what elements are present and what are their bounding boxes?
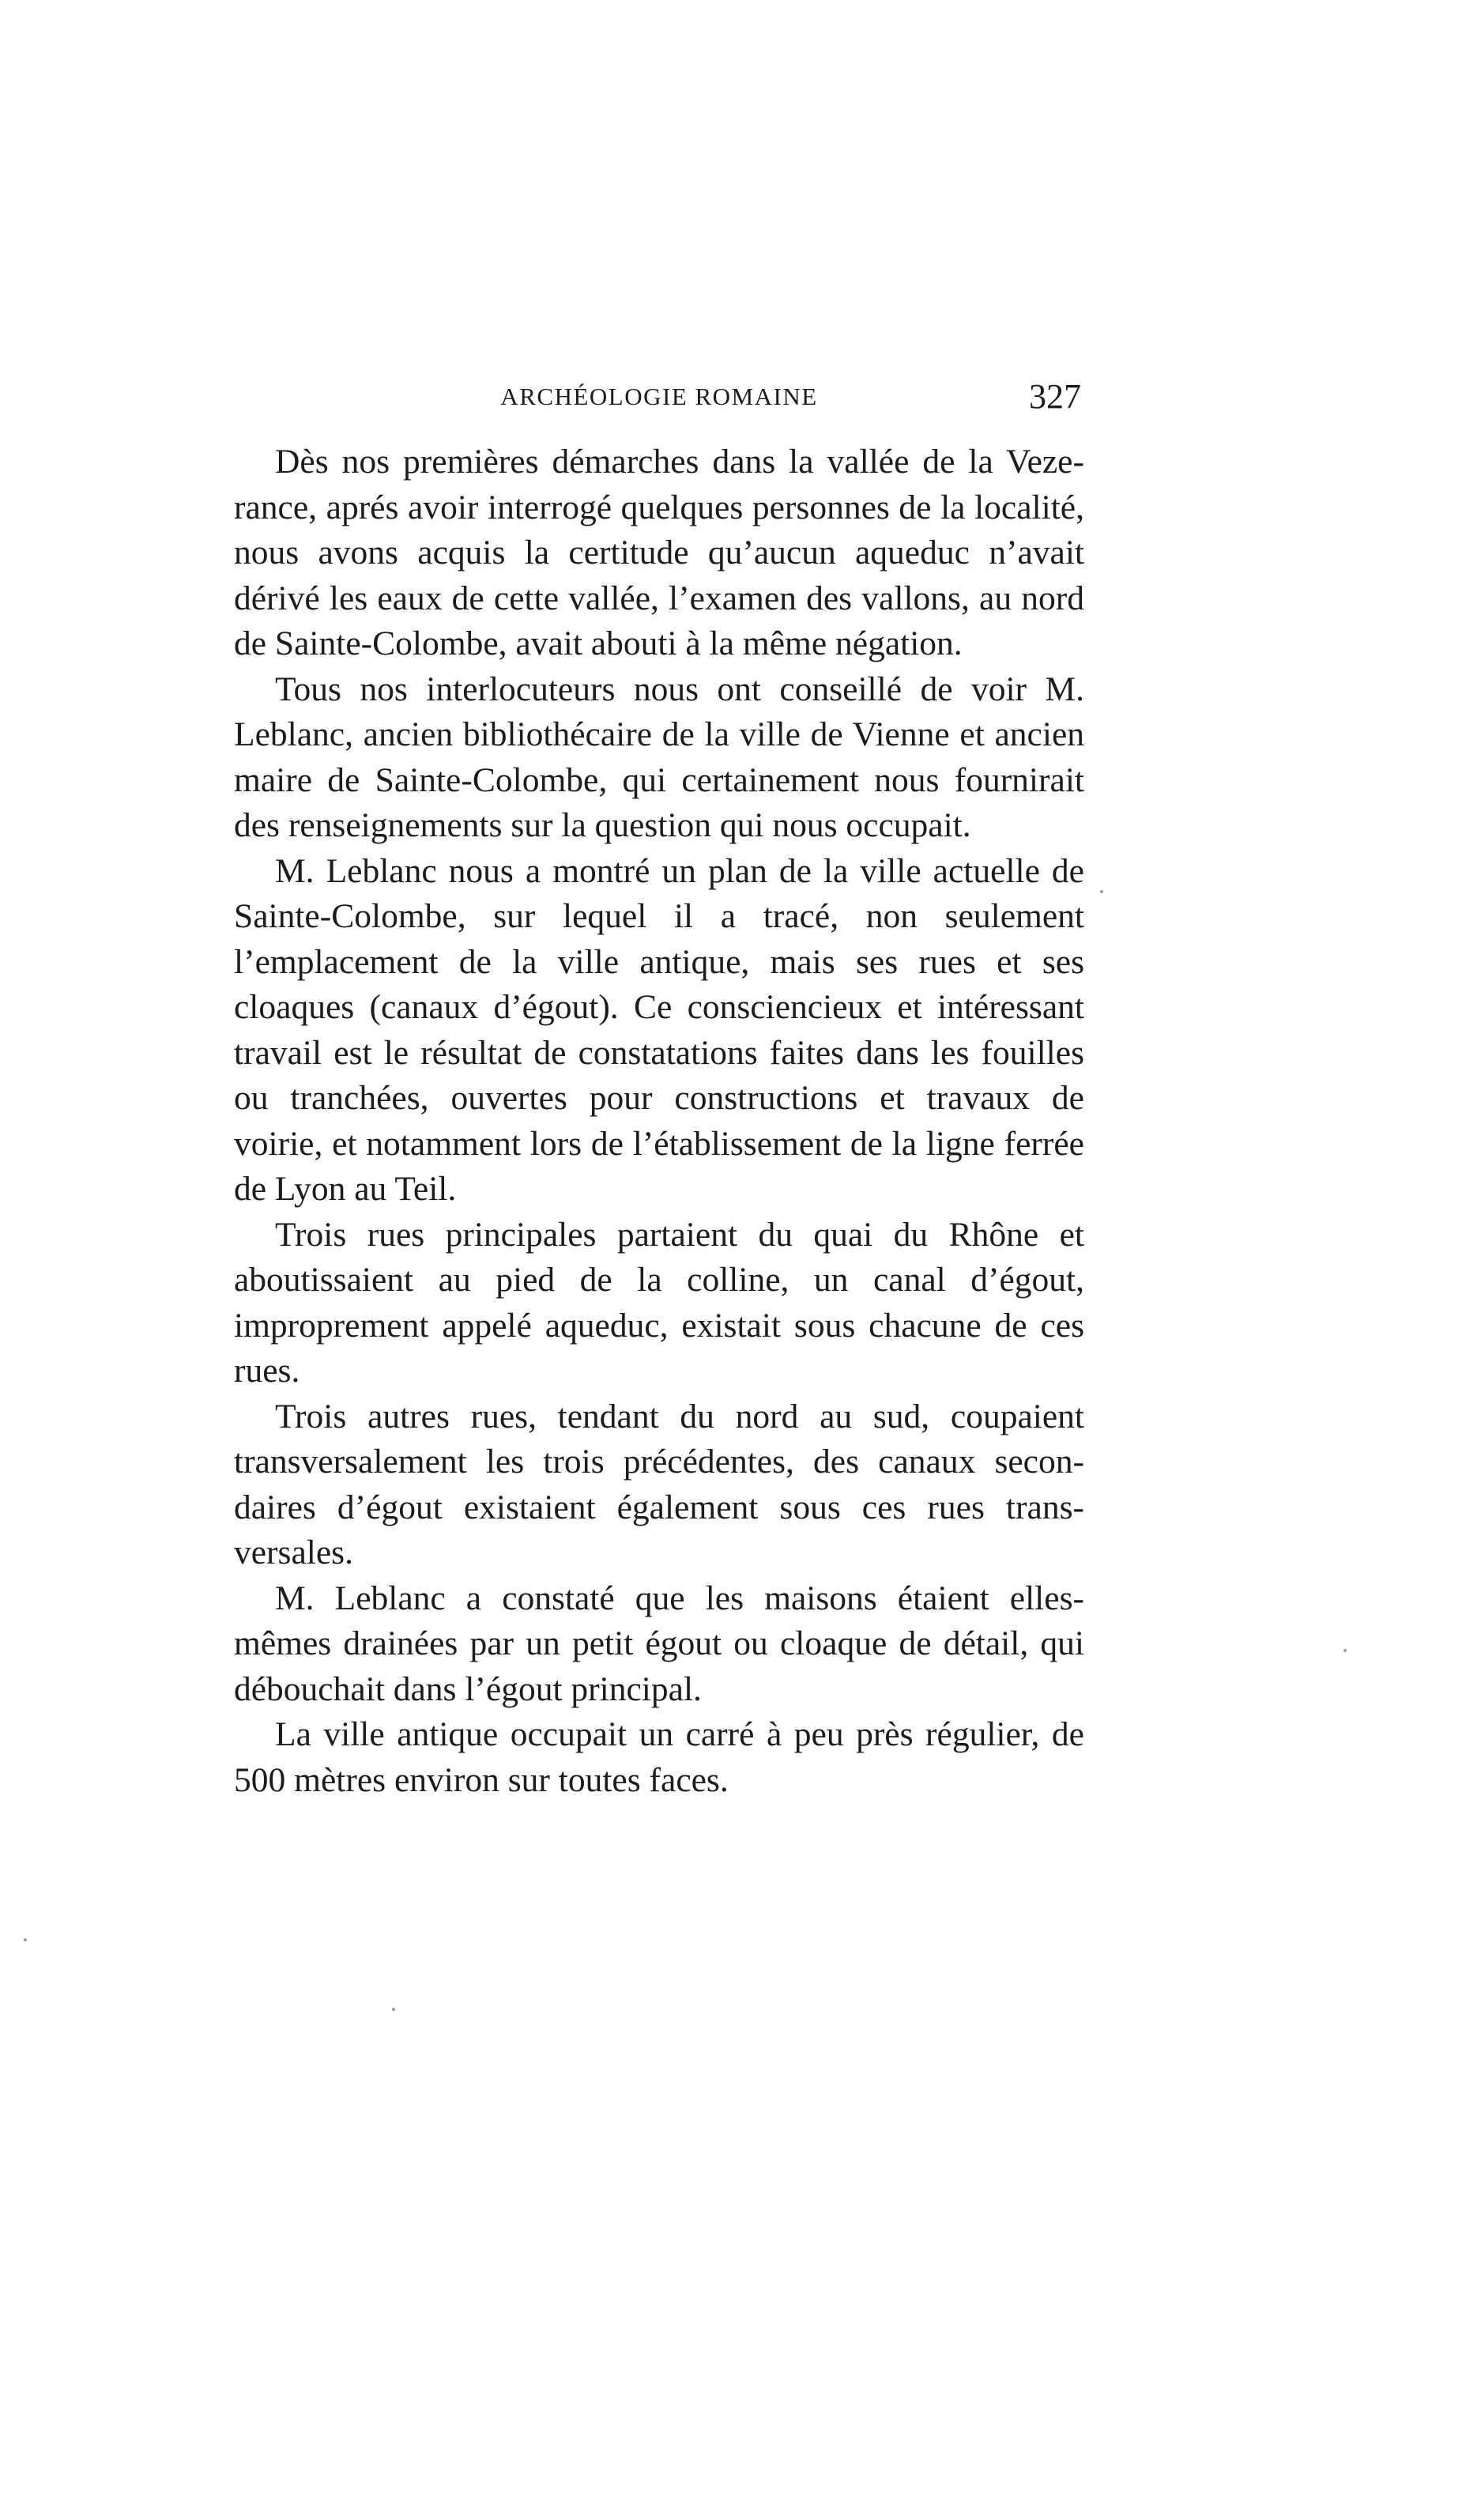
paragraph: Trois autres rues, tendant du nord au sud, coupaient transversalement les trois précédentes, des canaux secondaires d’égout existaient également sous ces rues transversales. (234, 1397, 1084, 1571)
paragraph: M. Leblanc a constaté que les maisons étaient elles-mêmes drainées par un petit égout ou cloaque de détail, qui débouchait dans l’égout principal. (234, 1579, 1084, 1708)
scan-speck (1343, 1649, 1347, 1652)
page-number: 327 (1029, 377, 1081, 416)
scan-speck (1100, 890, 1103, 893)
running-header (234, 376, 1084, 424)
running-title: ARCHÉOLOGIE ROMAINE (500, 383, 818, 410)
paragraph: Dès nos premières démarches dans la vallée de la Vezerance, aprés avoir interrogé quelques personnes de la localité, nous avons acquis la certitude qu’aucun aqueduc n’avait dérivé les eaux de cette vallée, l’examen des vallons, au nord de Sainte-Colombe, avait abouti à la même négation. (234, 443, 1084, 662)
scan-speck (392, 2008, 395, 2011)
body-text (234, 439, 1084, 1803)
paragraph: M. Leblanc nous a montré un plan de la ville actuelle de Sainte-Colombe, sur lequel il a tracé, non seulement l’emplacement de la ville antique, mais ses rues et ses cloaques (canaux d’égout). Ce consciencieux et intéressant travail est le résultat de constatations faites dans les fouilles ou tranchées, ouvertes pour constructions et travaux de voirie, et notamment lors de l’établissement de la ligne ferrée de Lyon au Teil. (234, 851, 1084, 1208)
paragraph: Trois rues principales partaient du quai du Rhône et aboutissaient au pied de la colline, un canal d’égout, improprement appelé aqueduc, existait sous chacune de ces rues. (234, 1215, 1084, 1390)
scan-speck (24, 1938, 27, 1941)
paragraph: Tous nos interlocuteurs nous ont conseillé de voir M. Leblanc, ancien bibliothécaire de la ville de Vienne et ancien maire de Sainte-Colombe, qui certainement nous fournirait des renseignements sur la question qui nous occupait. (234, 670, 1084, 844)
paragraph: La ville antique occupait un carré à peu près régulier, de 500 mètres environ sur toutes faces. (234, 1715, 1084, 1799)
